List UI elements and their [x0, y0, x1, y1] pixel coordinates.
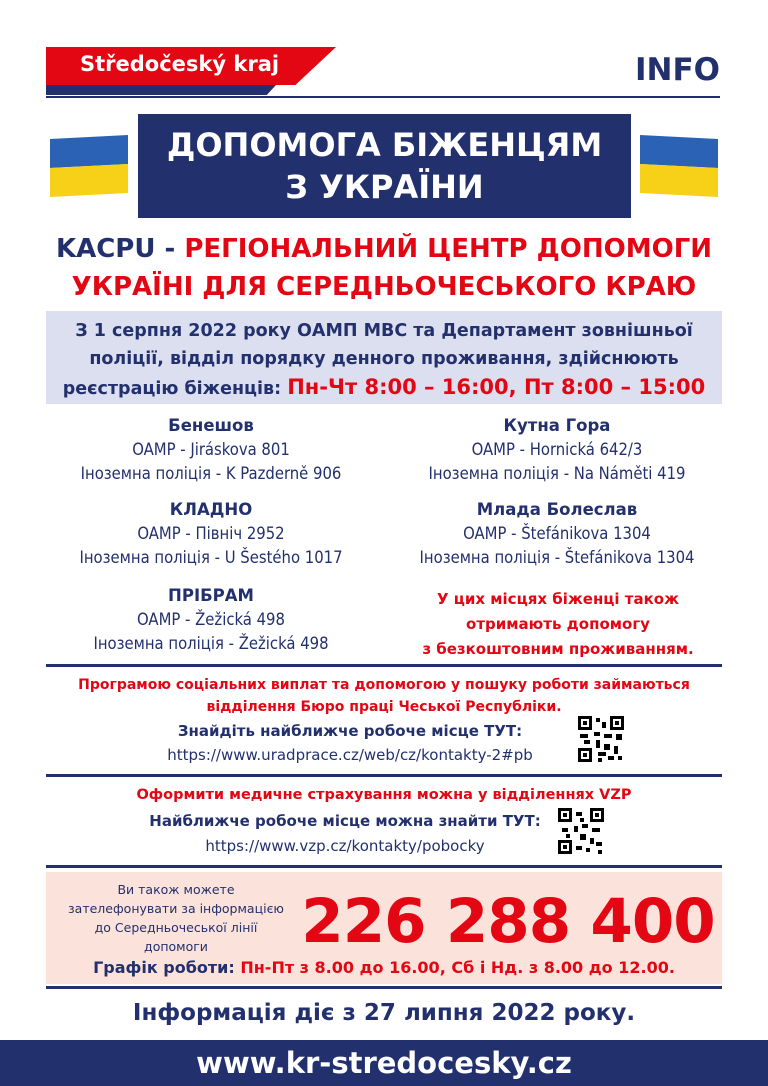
office-police: Іноземна поліція - Štefánikova 1304 [419, 548, 695, 567]
registration-line-1: З 1 серпня 2022 року ОАМП МВС та Департамент зовнішньої [75, 321, 693, 341]
jobs-find [130, 720, 570, 766]
office-benesov [46, 414, 376, 486]
office-name: Млада Болеслав [476, 500, 638, 519]
phone-panel [46, 872, 722, 984]
phone-blurb-line: допомоги [144, 939, 208, 954]
jobs-find-label: Знайдіть найближче робоче місце ТУТ: [177, 722, 523, 740]
working-hours [46, 958, 722, 977]
subtitle-line-2: УКРАЇНІ ДЛЯ СЕРЕДНЬОЧЕСЬКОГО КРАЮ [71, 272, 697, 302]
phone-blurb [56, 880, 296, 956]
office-oamp: OAMP - Jiráskova 801 [132, 440, 290, 459]
office-police: Іноземна поліція - Žežická 498 [93, 634, 329, 653]
phone-blurb-line: Ви також можете [117, 882, 235, 897]
insurance-find-label: Найближче робоче місце можна знайти ТУТ: [149, 812, 541, 830]
office-police: Іноземна поліція - K Pazderně 906 [80, 464, 342, 483]
section-divider [46, 664, 722, 667]
footer-website-link[interactable]: www.kr-stredocesky.cz [0, 1040, 768, 1086]
title-line-1: ДОПОМОГА БІЖЕНЦЯМ [166, 126, 603, 164]
note-line: У цих місцях біженці також [436, 590, 680, 608]
office-name: Кутна Гора [503, 416, 611, 435]
office-name: КЛАДНО [169, 500, 253, 519]
office-oamp: OAMP - Hornická 642/3 [471, 440, 643, 459]
office-name: ПРІБРАМ [168, 586, 254, 605]
subtitle [40, 230, 728, 306]
hours-label: Графік роботи: [93, 958, 241, 977]
qr-code-icon[interactable] [558, 808, 604, 854]
jobs-link[interactable]: https://www.uradprace.cz/web/cz/kontakty-2#pb [167, 746, 533, 764]
title-line-2: З УКРАЇНИ [285, 168, 484, 206]
insurance-find [140, 810, 550, 857]
ukraine-flag-icon [640, 135, 718, 197]
region-label: Středočeský kraj [80, 52, 280, 76]
registration-line-3: реєстрацію біженців: [62, 379, 288, 399]
office-oamp: OAMP - Північ 2952 [137, 524, 285, 543]
office-kutna-hora [392, 414, 722, 486]
phone-number-link[interactable]: 226 288 400 [301, 886, 715, 957]
header-divider [46, 96, 720, 98]
note-line: отримають допомогу [466, 615, 650, 633]
office-oamp: OAMP - Štefánikova 1304 [463, 524, 651, 543]
office-pribram [46, 584, 376, 656]
region-banner [46, 47, 336, 85]
info-label: INFO [634, 52, 720, 88]
registration-hours: Пн-Чт 8:00 – 16:00, Пт 8:00 – 15:00 [287, 375, 706, 399]
office-police: Іноземна поліція - Na Náměti 419 [428, 464, 686, 483]
registration-line-2: поліції, відділ порядку денного проживання, здійснюють [89, 349, 679, 369]
subtitle-prefix: KACPU - [55, 234, 185, 264]
section-divider [46, 986, 722, 989]
page-title [138, 114, 631, 218]
hours-value: Пн-Пт з 8.00 до 16.00, Сб і Нд. з 8.00 до 12.00. [240, 958, 675, 977]
insurance-section [46, 784, 722, 806]
jobs-line-2: відділення Бюро праці Чеської Республіки. [206, 699, 562, 715]
section-divider [46, 774, 722, 777]
note-line: з безкоштовним проживанням. [422, 640, 694, 658]
registration-box [46, 311, 722, 404]
office-police: Іноземна поліція - U Šestého 1017 [79, 548, 343, 567]
office-kladno [46, 498, 376, 570]
subtitle-line-1: РЕГІОНАЛЬНИЙ ЦЕНТР ДОПОМОГИ [184, 234, 713, 264]
qr-code-icon[interactable] [578, 716, 624, 762]
office-name: Бенешов [168, 416, 254, 435]
accommodation-note [420, 587, 696, 662]
section-divider [46, 865, 722, 868]
jobs-line-1: Програмою соціальних виплат та допомогою у пошуку роботи займаються [78, 677, 690, 693]
office-oamp: OAMP - Žežická 498 [137, 610, 285, 629]
validity-note: Інформація діє з 27 липня 2022 року. [132, 1000, 636, 1026]
phone-blurb-line: до Середньочеської лінії [94, 920, 258, 935]
jobs-section [46, 674, 722, 718]
office-mlada-boleslav [392, 498, 722, 570]
insurance-link[interactable]: https://www.vzp.cz/kontakty/pobocky [205, 837, 485, 855]
insurance-line-1: Оформити медичне страхування можна у відділеннях VZP [136, 787, 632, 803]
phone-blurb-line: зателефонувати за інформацією [68, 901, 284, 916]
ukraine-flag-icon [50, 135, 128, 197]
